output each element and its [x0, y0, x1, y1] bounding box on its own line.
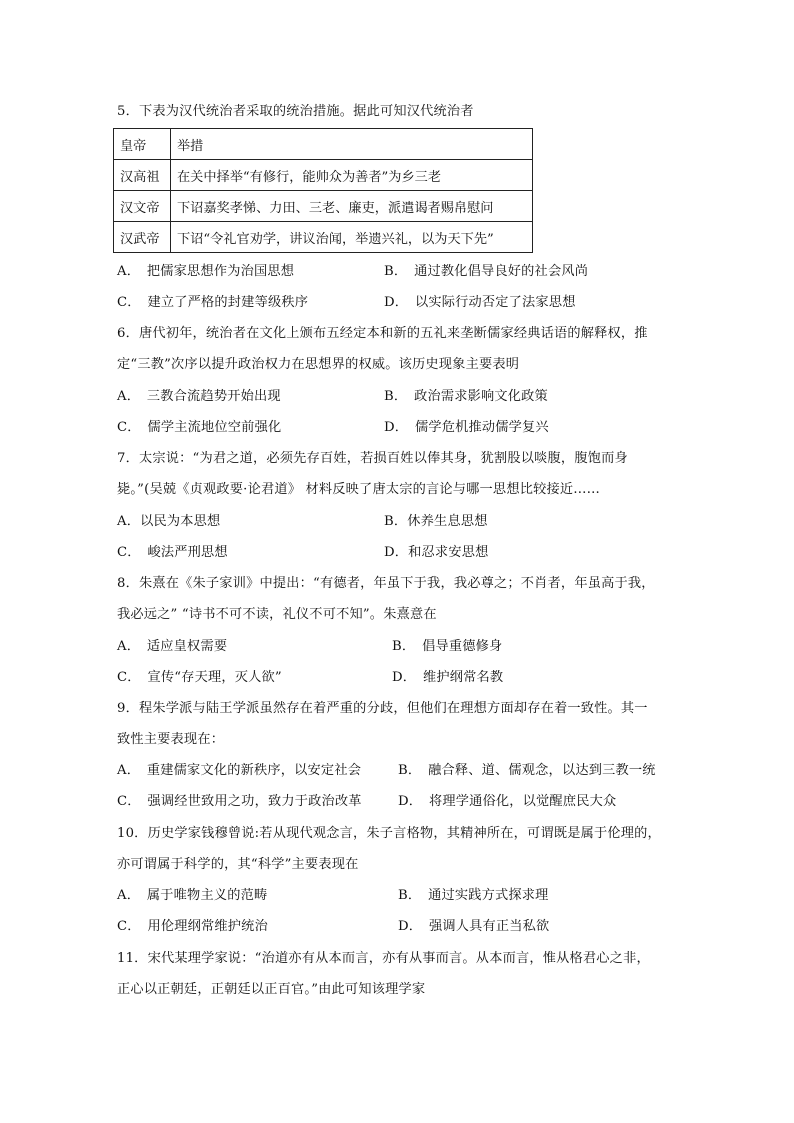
q5-option-a: A． 把儒家思想作为治国思想	[117, 264, 295, 279]
q5-table	[113, 128, 533, 253]
q10-stem-line1: 10．历史学家钱穆曾说:若从现代观念言，朱子言格物，其精神所在，可谓既是属于伦理的，	[117, 826, 661, 841]
q5-option-c: C． 建立了严格的封建等级秩序	[117, 295, 309, 310]
table-header-cell: 皇帝	[114, 129, 171, 160]
q7-option-b: B．休养生息思想	[384, 514, 488, 529]
q10-option-c: C． 用伦理纲常维护统治	[117, 919, 268, 934]
table-cell: 汉文帝	[114, 191, 171, 222]
table-cell: 汉武帝	[114, 222, 171, 253]
q5-stem: 5．下表为汉代统治者采取的统治措施。据此可知汉代统治者	[117, 104, 474, 119]
q6-stem-line2: 定“三教”次序以提升政治权力在思想界的权威。该历史现象主要表明	[117, 357, 520, 372]
q8-option-b: B． 倡导重德修身	[392, 639, 503, 654]
q7-stem-line1: 7．太宗说：“为君之道，必须先存百姓，若损百姓以俸其身，犹割股以啖腹，腹饱而身	[117, 451, 628, 466]
q6-option-a: A． 三教合流趋势开始出现	[117, 389, 281, 404]
table-cell: 下诏“令礼官劝学，讲议治闻，举遗兴礼，以为天下先”	[171, 222, 533, 253]
q9-stem-line2: 致性主要表现在：	[117, 732, 225, 747]
q7-option-a: A．以民为本思想	[117, 514, 221, 529]
q7-option-d: D．和忍求安思想	[384, 545, 489, 560]
q10-option-b: B． 通过实践方式探求理	[398, 888, 549, 903]
q7-stem-line2: 毙。”(吴兢《贞观政要·论君道》 材料反映了唐太宗的言论与哪一思想比较接近……	[117, 482, 601, 497]
q8-option-c: C． 宣传“存天理，灭人欲”	[117, 670, 282, 685]
q9-stem-line1: 9．程朱学派与陆王学派虽然存在着严重的分歧，但他们在理想方面却存在着一致性。其一	[117, 701, 648, 716]
q5-option-b: B． 通过教化倡导良好的社会风尚	[384, 264, 589, 279]
q9-option-c: C． 强调经世致用之功，致力于政治改革	[117, 794, 362, 809]
q7-option-c: C． 峻法严刑思想	[117, 545, 228, 560]
q6-option-c: C． 儒学主流地位空前强化	[117, 420, 282, 435]
table-header-row	[114, 129, 533, 160]
q8-stem-line2: 我必远之” “诗书不可不读，礼仪不可不知”。朱熹意在	[117, 607, 437, 622]
table-cell: 在关中择举“有修行，能帅众为善者”为乡三老	[171, 160, 533, 191]
q9-option-b: B． 融合释、道、儒观念，以达到三教一统	[398, 763, 656, 778]
table-row	[114, 160, 533, 191]
q10-option-a: A． 属于唯物主义的范畴	[117, 888, 268, 903]
q8-option-d: D． 维护纲常名教	[392, 670, 504, 685]
table-row	[114, 191, 533, 222]
table-row	[114, 222, 533, 253]
table-cell: 下诏嘉奖孝悌、力田、三老、廉吏，派遣谒者赐帛慰问	[171, 191, 533, 222]
q9-option-d: D． 将理学通俗化，以觉醒庶民大众	[398, 794, 617, 809]
table-cell: 汉高祖	[114, 160, 171, 191]
q10-option-d: D． 强调人具有正当私欲	[398, 919, 550, 934]
q8-stem-line1: 8．朱熹在《朱子家训》中提出：“有德者，年虽下于我，我必尊之；不肖者，年虽高于我，	[117, 576, 655, 591]
q6-option-b: B． 政治需求影响文化政策	[384, 389, 548, 404]
q9-option-a: A． 重建儒家文化的新秩序，以安定社会	[117, 763, 362, 778]
q11-stem-line2: 正心以正朝廷，正朝廷以正百官。”由此可知该理学家	[117, 982, 426, 997]
q10-stem-line2: 亦可谓属于科学的，其“科学”主要表现在	[117, 857, 359, 872]
q5-option-d: D． 以实际行动否定了法家思想	[384, 295, 576, 310]
q8-option-a: A． 适应皇权需要	[117, 639, 228, 654]
q11-stem-line1: 11．宋代某理学家说：“治道亦有从本而言，亦有从事而言。从本而言，惟从格君心之非，	[117, 951, 650, 966]
q6-option-d: D． 儒学危机推动儒学复兴	[384, 420, 549, 435]
table-header-cell: 举措	[171, 129, 533, 160]
q6-stem-line1: 6．唐代初年，统治者在文化上颁布五经定本和新的五礼来垄断儒家经典话语的解释权，推	[117, 326, 648, 341]
